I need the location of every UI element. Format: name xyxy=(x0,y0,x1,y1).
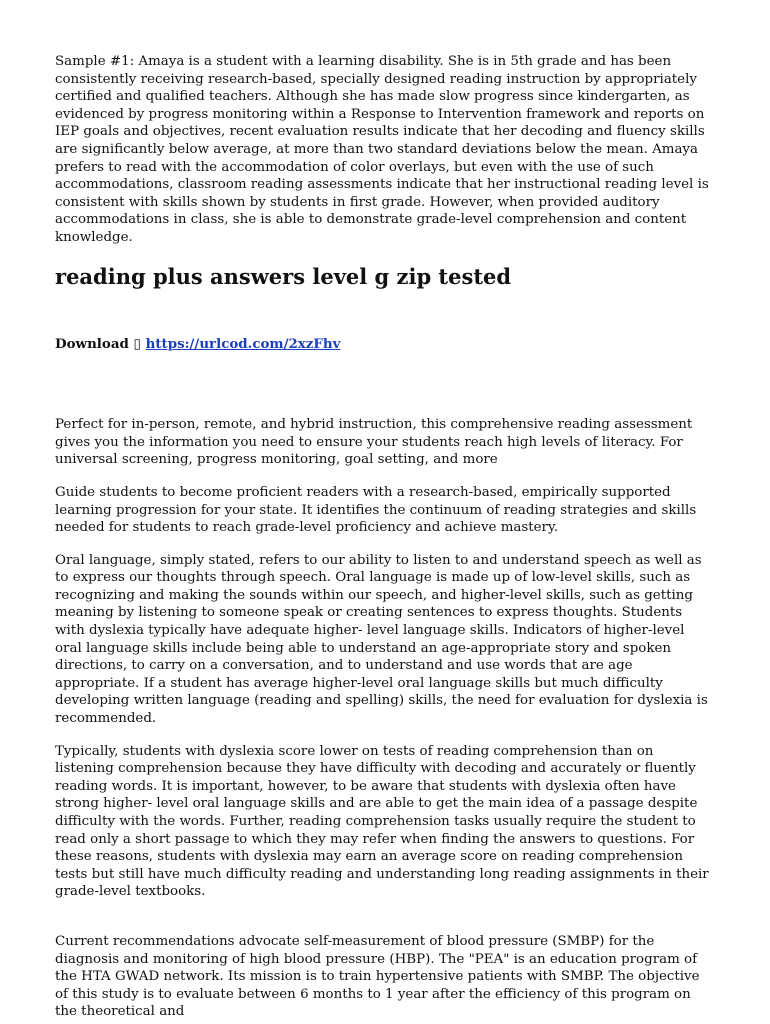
download-glyph-icon: ▯ xyxy=(133,335,141,352)
download-label: Download xyxy=(55,335,129,352)
page-heading: reading plus answers level g zip tested xyxy=(55,263,512,289)
current-recommendations-paragraph: Current recommendations advocate self-measurement of blood pressure (SMBP) for the diagnosis and monitoring of high blood pressure (HBP). The "PEA" is an education program of the HTA GWAD network. Its mission is to train hypertensive patients with SMBP. The objective of this study is to evaluate between 6 months to 1 year after the efficiency of this program on the theoretical and xyxy=(55,933,700,1020)
download-link[interactable]: https://urlcod.com/2xzFhv xyxy=(145,335,341,352)
download-line xyxy=(55,336,715,354)
oral-language-paragraph: Oral language, simply stated, refers to our ability to listen to and understand speech as well as to express our thoughts through speech. Oral language is made up of low-level skills, such as recognizing and making the sounds within our speech, and higher-level skills, such as getting meaning by listening to someone speak or creating sentences to express thoughts. Students with dyslexia typically have adequate higher- level language skills. Indicators of higher-level oral language skills include being able to understand an age-appropriate story and spoken directions, to carry on a conversation, and to understand and use words that are age appropriate. If a student has average higher-level oral language skills but much difficulty developing written language (reading and spelling) skills, the need for evaluation for dyslexia is recommended. xyxy=(55,552,708,727)
sample-paragraph: Sample #1: Amaya is a student with a learning disability. She is in 5th grade and has been consistently receiving research-based, specially designed reading instruction by appropriately certified and qualified teachers. Although she has made slow progress since kindergarten, as evidenced by progress monitoring within a Response to Intervention framework and reports on IEP goals and objectives, recent evaluation results indicate that her decoding and fluency skills are significantly below average, at more than two standard deviations below the mean. Amaya prefers to read with the accommodation of color overlays, but even with the use of such accommodations, classroom reading assessments indicate that her instructional reading level is consistent with skills shown by students in first grade. However, when provided auditory accommodations in class, she is able to demonstrate grade-level comprehension and content knowledge. xyxy=(55,54,709,245)
perfect-paragraph: Perfect for in-person, remote, and hybrid instruction, this comprehensive reading assessment gives you the information you need to ensure your students reach high levels of literacy. For universal screening, progress monitoring, goal setting, and more xyxy=(55,417,693,468)
guide-paragraph: Guide students to become proficient readers with a research-based, empirically supported learning progression for your state. It identifies the continuum of reading strategies and skills needed for students to reach grade-level proficiency and achieve mastery. xyxy=(55,484,697,536)
document-page xyxy=(55,53,715,1021)
typically-paragraph: Typically, students with dyslexia score lower on tests of reading comprehension than on listening comprehension because they have difficulty with decoding and accurately or fluently reading words. It is important, however, to be aware that students with dyslexia often have strong higher- level oral language skills and are able to get the main idea of a passage despite difficulty with the words. Further, reading comprehension tasks usually require the student to read only a short passage to which they may refer when finding the answers to questions. For these reasons, students with dyslexia may earn an average score on reading comprehension tests but still have much difficulty reading and understanding long reading assignments in their grade-level textbooks. xyxy=(55,743,709,900)
